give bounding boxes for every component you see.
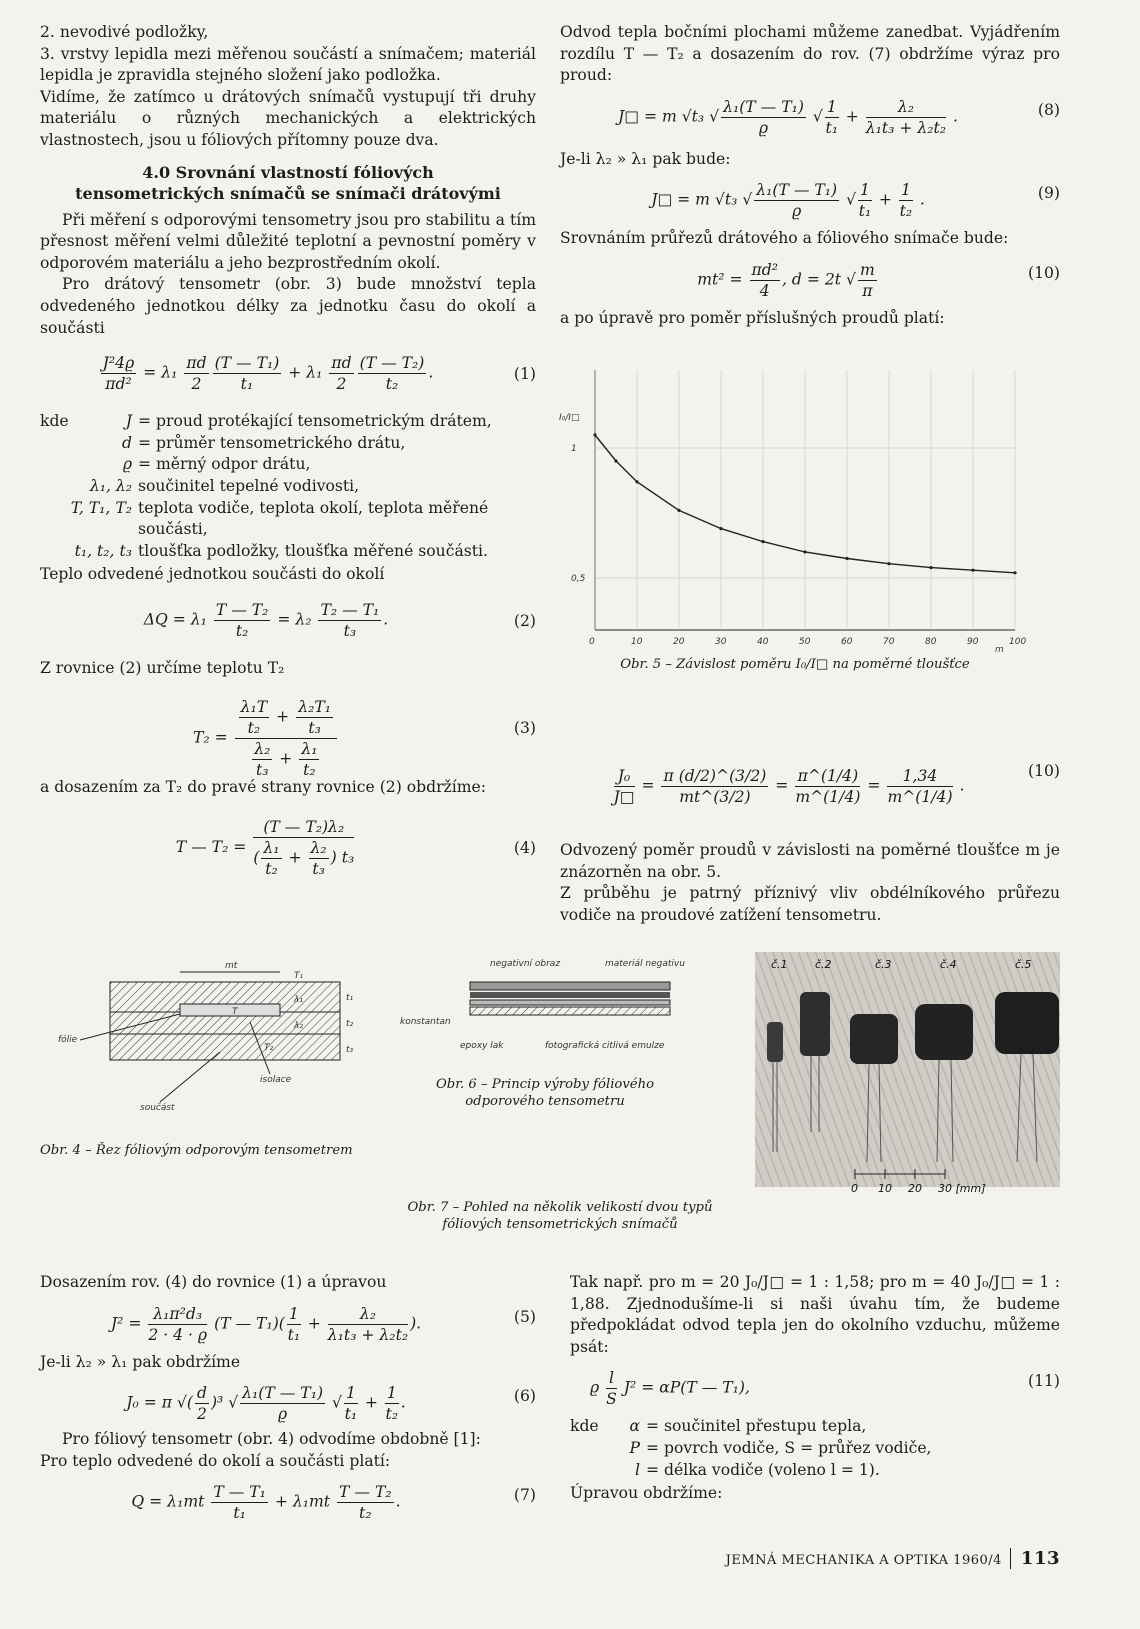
data-point — [971, 569, 974, 572]
figure-4 — [40, 952, 370, 1163]
scale-tick-20: 20 — [908, 1182, 922, 1195]
x-tick-label: 20 — [673, 637, 685, 647]
data-point — [803, 550, 806, 553]
equation-2: ΔQ = λ₁ $\frac{\text{T — T₂}}{\text{t₂}}$ = λ₂ $\frac{\text{T₂ — T₁}}{\text{t₃}}$ . (2) — [143, 600, 536, 640]
fig6-label-epoxy: epoxy lak — [460, 1041, 504, 1051]
equation-8: J□ = m √t₃ √ $\frac{\text{λ₁(T — T₁)}}{ϱ}$ √ $\frac{1}{\text{t₁}}$ + $\frac{\text{λ₂}}{\text{λ₁t₃ + λ₂t₂}}$ . (8) — [618, 97, 1060, 137]
fig4-label-lambda2: λ₂ — [294, 1021, 303, 1031]
paragraph: Odvod tepla bočními plochami můžeme zanedbat. Vyjádřením rozdílu T — T₂ a dosazením do rov. (7) obdržíme výraz pro proud: — [560, 23, 1060, 85]
symbol: P — [629, 1438, 640, 1457]
grid — [595, 370, 1015, 630]
list-item-3: 3. vrstvy lepidla mezi měřenou součástí a snímačem; materiál lepidla je zpravidla stejného složení jako podložka. — [40, 44, 536, 85]
paragraph: Teplo odvedené jednotkou součásti do okolí — [40, 565, 385, 584]
paragraph: a po úpravě pro poměr příslušných proudů platí: — [560, 308, 945, 327]
fig4-label-soucast: součást — [140, 1103, 175, 1113]
data-point — [845, 557, 848, 560]
x-tick-label: 10 — [631, 637, 643, 647]
equation-10b: $\frac{\text{J₀}}{J□}$ = $\frac{\pi (d/2)\^{}(3/2)}{mt\^{}(3/2)}$ = $\frac{\pi\^{}(1/4)}{m\^{}(1/4)}$ = $\frac{1,34}{m\^{}(1/4)}$ . (10) — [613, 762, 1060, 806]
right-column-bottom — [570, 1272, 1060, 1505]
paragraph: Z rovnice (2) určíme teplotu T₂ — [40, 658, 285, 677]
photo-label-3: č.3 — [875, 958, 892, 971]
equation-1: $\frac{\text{J²4ϱ}}{\text{πd²}}$ = λ₁ $\frac{\pi d}{2}$ $\frac{\text{(T — T₁)}}{\text{t₁}}$ + λ₁ $\frac{\pi d}{2}$ $\frac{\text{(T — T₂)}}{\text{t₂}}$ . (1) — [102, 354, 536, 394]
figure-7 — [755, 952, 1060, 1222]
kde-label: kde — [40, 412, 69, 431]
paragraph: a dosazením za T₂ do pravé strany rovnice (2) obdržíme: — [40, 778, 487, 797]
x-tick-label: 100 — [1009, 637, 1027, 647]
figure-6-drawing — [380, 952, 700, 1072]
fig4-label-mt: mt — [225, 961, 238, 971]
data-point — [677, 509, 680, 512]
symbol-desc: = průměr tensometrického drátu, — [138, 433, 406, 452]
right-column-mid — [560, 748, 1060, 926]
equation-3: T₂ = $\frac{\text{λ₁T}}{\text{t₂}}$ + $\frac{\text{λ₂T₁}}{\text{t₃}}$ $\frac{\text{λ₂}}{\text{t₃}}$ + $\frac{\text{λ₁}}{\text{t₂}}$ (3) — [193, 698, 536, 780]
gauge-2 — [800, 992, 830, 1056]
paragraph: Z průběhu je patrný příznivý vliv obdélníkového průřezu vodiče na proudové zatížení tensometru. — [560, 884, 1060, 924]
equation-number: (5) — [513, 1307, 536, 1326]
figure-5-caption: Obr. 5 – Závislost poměru I₀/I□ na poměrné tloušťce — [620, 657, 970, 672]
y-tick-label: 1 — [571, 444, 577, 454]
data-point — [929, 566, 932, 569]
paragraph: Je-li λ₂ » λ₁ pak obdržíme — [40, 1352, 241, 1371]
equation-number: (8) — [1037, 100, 1060, 119]
x-ticks — [589, 637, 1026, 647]
scale-tick-10: 10 — [878, 1182, 892, 1195]
photo-label-2: č.2 — [815, 958, 832, 971]
figure-5 — [555, 360, 1035, 677]
fig4-label-T2: T₂ — [264, 1043, 274, 1053]
symbol-list — [40, 411, 536, 562]
fig4-label-t1: t₁ — [346, 993, 354, 1003]
data-point — [635, 480, 638, 483]
y-axis-label: I₀/I□ — [559, 413, 580, 423]
figure-4-caption: Obr. 4 – Řez fóliovým odporovým tensometrem — [40, 1143, 353, 1158]
fig6-label-emulsion: fotografická citlivá emulze — [545, 1041, 665, 1051]
journal-name: JEMNÁ MECHANIKA A OPTIKA 1960/4 — [725, 1553, 1002, 1568]
gauge-3 — [850, 1014, 898, 1064]
equation-number: (9) — [1037, 184, 1060, 203]
data-point — [614, 459, 617, 462]
x-tick-label: 70 — [883, 637, 895, 647]
paragraph: Pro fóliový tensometr (obr. 4) odvodíme obdobně [1]: — [62, 1430, 481, 1449]
x-tick-label: 80 — [925, 637, 937, 647]
figure-4-drawing — [40, 952, 370, 1138]
data-point — [593, 433, 596, 436]
gauge-1 — [767, 1022, 783, 1062]
y-ticks — [571, 444, 586, 584]
equation-number: (11) — [1027, 1372, 1060, 1391]
figure-7-photo — [755, 952, 1060, 1222]
fig4-label-lambda1: λ₁ — [294, 995, 303, 1005]
figure-5-chart — [555, 360, 1035, 660]
scale-tick-0: 0 — [851, 1182, 858, 1195]
equation-number: (4) — [513, 839, 536, 858]
symbol: l — [635, 1460, 640, 1479]
left-column — [40, 22, 536, 879]
paragraph: Tak např. pro m = 20 J₀/J□ = 1 : 1,58; pro m = 40 J₀/J□ = 1 : 1,88. Zjednodušíme-li si naši úvahu tím, že budeme předpokládat odvod tepla jen do okolního vzduchu, můžeme psát: — [570, 1273, 1060, 1356]
equation-number: (1) — [513, 365, 536, 384]
equation-number: (6) — [513, 1387, 536, 1406]
symbol-desc: součinitel tepelné vodivosti, — [138, 476, 360, 495]
x-tick-label: 90 — [967, 637, 979, 647]
section-heading-line-1: 4.0 Srovnání vlastností fóliových — [142, 162, 434, 182]
symbol: ϱ — [122, 455, 132, 474]
fig4-label-T1: T₁ — [294, 971, 304, 981]
equation-7: Q = λ₁mt $\frac{\text{T — T₁}}{\text{t₁}}$ + λ₁mt $\frac{\text{T — T₂}}{\text{t₂}}$ . (7) — [131, 1483, 536, 1523]
symbol: α — [629, 1417, 640, 1436]
fig6-label-negative: negativní obraz — [490, 959, 561, 969]
figure-7-caption: Obr. 7 – Pohled na několik velikostí dvou typů fóliových tensometrických snímačů — [407, 1200, 713, 1232]
paragraph: Pro drátový tensometr (obr. 3) bude množství tepla odvedeného jednotkou délky za jednotku času do okolí a součásti — [40, 275, 536, 337]
x-tick-label: 50 — [799, 637, 811, 647]
symbol: d — [122, 433, 132, 452]
figure-6 — [380, 952, 700, 1114]
equation-5: J² = $\frac{\text{λ₁π²d₃}}{2 \cdot 4 \cdot ϱ}$ (T — T₁)( $\frac{1}{\text{t₁}}$ + $\frac{\text{λ₂}}{\text{λ₁t₃ + λ₂t₂}}$ ). (5) — [110, 1304, 536, 1344]
equation-4: T — T₂ = (T — T₂)λ₂ ( $\frac{\text{λ₁}}{\text{t₂}}$ + $\frac{\text{λ₂}}{\text{t₃}}$ ) t₃ (4) — [175, 818, 536, 879]
fig4-label-folie: fólie — [58, 1035, 78, 1045]
data-point — [1013, 571, 1016, 574]
paragraph: Dosazením rov. (4) do rovnice (1) a úpravou — [40, 1273, 387, 1291]
data-point — [761, 540, 764, 543]
symbol-desc: = součinitel přestupu tepla, — [646, 1417, 867, 1436]
y-tick-label: 0,5 — [571, 574, 586, 584]
fig6-label-konstantan: konstantan — [400, 1017, 451, 1027]
paragraph: Je-li λ₂ » λ₁ pak bude: — [560, 149, 731, 168]
photo-label-5: č.5 — [1015, 958, 1032, 971]
paragraph: Úpravou obdržíme: — [570, 1484, 723, 1503]
gauge-5 — [995, 992, 1059, 1054]
section-heading — [40, 162, 536, 204]
symbol: J — [125, 412, 132, 431]
left-column-bottom — [40, 1272, 536, 1530]
symbol-desc: tloušťka podložky, tloušťka měřené součásti. — [138, 541, 488, 560]
x-tick-label: 40 — [757, 637, 769, 647]
gauge-4 — [915, 1004, 973, 1060]
x-axis-label: m — [995, 645, 1004, 655]
symbol-desc: = délka vodiče (voleno l = 1). — [646, 1460, 880, 1479]
symbol-desc: = povrch vodiče, S = průřez vodiče, — [646, 1438, 932, 1457]
equation-number: (7) — [513, 1486, 536, 1505]
x-tick-label: 60 — [841, 637, 853, 647]
page-number: 113 — [1010, 1548, 1060, 1569]
kde-label: kde — [570, 1417, 599, 1436]
symbol-desc: = proud protékající tensometrickým drátem, — [138, 412, 492, 431]
equation-10a: mt² = $\frac{\text{πd²}}{4}$ , d = 2t √ $\frac{m}{\pi}$ (10) — [697, 260, 1060, 300]
x-tick-label: 30 — [715, 637, 727, 647]
equation-11: ϱ $\frac{l}{S}$ J² = αP(T — T₁), (11) — [590, 1369, 1060, 1409]
equation-number: (2) — [513, 611, 536, 630]
photo-label-4: č.4 — [940, 958, 957, 971]
paragraph: Odvozený poměr proudů v závislosti na poměrné tloušťce m je znázorněn na obr. 5. — [560, 841, 1060, 881]
paragraph: Při měření s odporovými tensometry jsou pro stabilitu a tím přesnost měření velmi důležité teplotní a pevnostní poměry v odporovém materiálu a jeho bezprostředním okolí. — [40, 210, 536, 272]
paragraph: Srovnáním průřezů drátového a fóliového snímače bude: — [560, 229, 1009, 248]
symbol-desc: = měrný odpor drátu, — [138, 455, 311, 474]
equation-9: J□ = m √t₃ √ $\frac{\text{λ₁(T — T₁)}}{ϱ}$ √ $\frac{1}{\text{t₁}}$ + $\frac{1}{\text{t₂}}$ . (9) — [651, 181, 1060, 221]
figure-6-caption: Obr. 6 – Princip výroby fóliového odporového tensometru — [435, 1077, 655, 1109]
x-tick-label: 0 — [589, 637, 595, 647]
right-column — [560, 22, 1060, 330]
scale-tick-30: 30 [mm] — [938, 1182, 986, 1195]
fig4-label-isolace: isolace — [260, 1075, 292, 1085]
symbol: t₁, t₂, t₃ — [74, 541, 132, 560]
symbol-list-2 — [570, 1416, 1060, 1481]
data-point — [887, 562, 890, 565]
equation-6: J₀ = π √( $\frac{d}{2}$ )³ √ $\frac{\text{λ₁(T — T₁)}}{ϱ}$ √ $\frac{1}{\text{t₁}}$ + $\frac{1}{\text{t₂}}$ . (6) — [126, 1384, 536, 1424]
data-point — [719, 527, 722, 530]
photo-label-1: č.1 — [771, 958, 788, 971]
fig4-label-t3: t₃ — [346, 1045, 354, 1055]
symbol: λ₁, λ₂ — [89, 476, 132, 495]
symbol: T, T₁, T₂ — [70, 498, 132, 517]
fig4-label-T: T — [232, 1007, 238, 1017]
section-heading-line-2: tensometrických snímačů se snímači drátovými — [75, 183, 501, 203]
fig6-label-negative-material: materiál negativu — [605, 959, 685, 969]
paragraph: Pro teplo odvedené do okolí a součásti platí: — [40, 1451, 391, 1470]
list-item-2: 2. nevodivé podložky, — [40, 23, 209, 41]
page-footer — [726, 1548, 1060, 1569]
symbol-desc: teplota vodiče, teplota okolí, teplota měřené součásti, — [138, 498, 489, 539]
fig4-label-t2: t₂ — [346, 1019, 354, 1029]
paragraph: Vidíme, že zatímco u drátových snímačů vystupují tři druhy materiálu o různých mechanických a elektrických vlastnostech, jsou u fóliových přítomny pouze dva. — [40, 87, 536, 149]
equation-number: (10) — [1027, 263, 1060, 282]
equation-number: (3) — [513, 719, 536, 738]
equation-number: (10) — [1027, 762, 1060, 780]
